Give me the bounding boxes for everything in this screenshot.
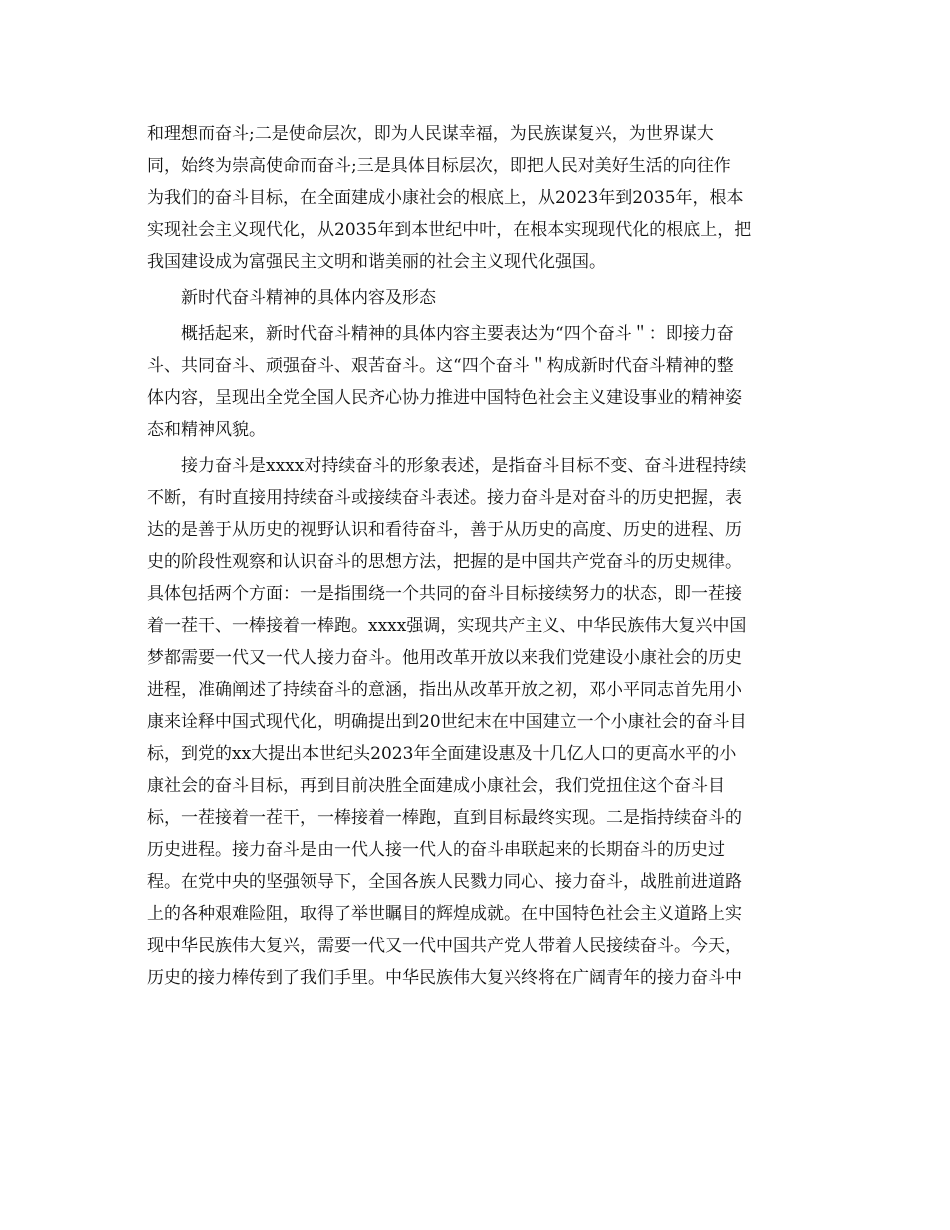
paragraph (147, 318, 807, 446)
text-line: 康来诠释中国式现代化，明确提出到20世纪末在中国建立一个小康社会的奋斗目 (147, 712, 747, 732)
paragraph (147, 118, 807, 278)
text-line: 为我们的奋斗目标，在全面建成小康社会的根底上，从2023年到2035年，根本 (147, 188, 744, 208)
text-line: 具体包括两个方面：一是指围绕一个共同的奋斗目标接续努力的状态，即一茬接 (147, 584, 742, 604)
paragraph (147, 450, 807, 994)
text-line: 我国建设成为富强民主文明和谐美丽的社会主义现代化强国。 (147, 252, 606, 272)
section-heading: 新时代奋斗精神的具体内容及形态 (181, 288, 436, 308)
text-line: 斗、共同奋斗、顽强奋斗、艰苦奋斗。这“四个奋斗＂构成新时代奋斗精神的整 (147, 356, 734, 376)
text-line: 梦都需要一代又一代人接力奋斗。他用改革开放以来我们党建设小康社会的历史 (147, 648, 742, 668)
text-line: 史的阶段性观察和认识奋斗的思想方法，把握的是中国共产党奋斗的历史规律。 (147, 552, 742, 572)
document-body (147, 118, 807, 994)
text-line: 现中华民族伟大复兴，需要一代又一代中国共产党人带着人民接续奋斗。今天， (147, 936, 742, 956)
text-line: 同，始终为崇高使命而奋斗;三是具体目标层次，即把人民对美好生活的向往作 (147, 156, 731, 176)
text-line: 历史进程。接力奋斗是由一代人接一代人的奋斗串联起来的长期奋斗的历史过 (147, 840, 725, 860)
text-line: 康社会的奋斗目标，再到目前决胜全面建成小康社会，我们党扭住这个奋斗目 (147, 776, 725, 796)
text-line: 达的是善于从历史的视野认识和看待奋斗，善于从历史的高度、历史的进程、历 (147, 520, 742, 540)
text-line: 不断，有时直接用持续奋斗或接续奋斗表述。接力奋斗是对奋斗的历史把握，表 (147, 488, 742, 508)
text-line: 上的各种艰难险阻，取得了举世瞩目的辉煌成就。在中国特色社会主义道路上实 (147, 904, 742, 924)
text-line: 实现社会主义现代化，从2035年到本世纪中叶，在根本实现现代化的根底上，把 (147, 220, 752, 240)
text-line: 态和精神风貌。 (147, 420, 266, 440)
text-line: 进程，准确阐述了持续奋斗的意涵，指出从改革开放之初，邓小平同志首先用小 (147, 680, 742, 700)
text-line: 概括起来，新时代奋斗精神的具体内容主要表达为“四个奋斗＂：即接力奋 (181, 324, 734, 344)
text-line: 接力奋斗是xxxx对持续奋斗的形象表述，是指奋斗目标不变、奋斗进程持续 (181, 456, 747, 476)
text-line: 程。在党中央的坚强领导下，全国各族人民戮力同心、接力奋斗，战胜前进道路 (147, 872, 742, 892)
text-line: 体内容，呈现出全党全国人民齐心协力推进中国特色社会主义建设事业的精神姿 (147, 388, 742, 408)
text-line: 历史的接力棒传到了我们手里。中华民族伟大复兴终将在广阔青年的接力奋斗中 (147, 968, 742, 988)
text-line: 着一茬干、一棒接着一棒跑。xxxx强调，实现共产主义、中华民族伟大复兴中国 (147, 616, 747, 636)
text-line: 和理想而奋斗;二是使命层次，即为人民谋幸福，为民族谋复兴，为世界谋大 (147, 124, 714, 144)
text-line: 标，一茬接着一茬干，一棒接着一棒跑，直到目标最终实现。二是指持续奋斗的 (147, 808, 742, 828)
text-line: 标，到党的xx大提出本世纪头2023年全面建设惠及十几亿人口的更高水平的小 (147, 744, 737, 764)
